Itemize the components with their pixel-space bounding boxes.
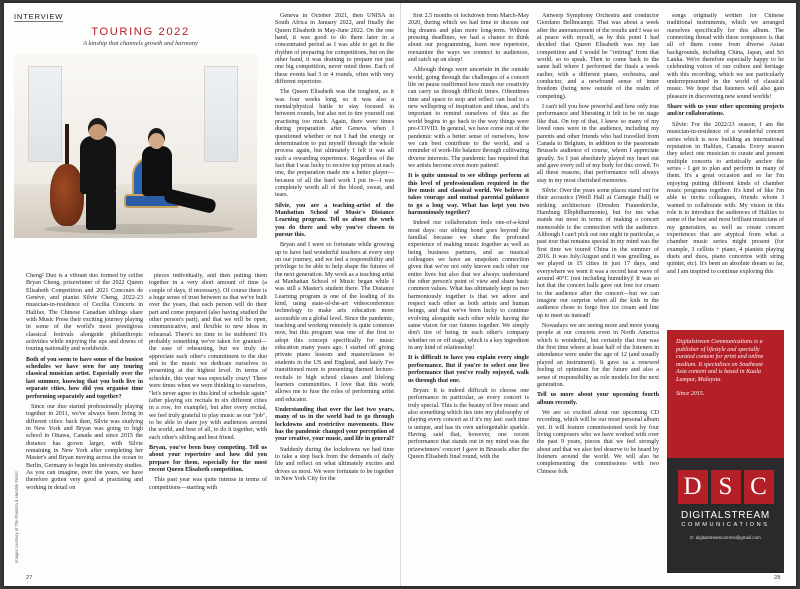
page-number-left: 27 bbox=[26, 575, 33, 581]
magazine-spread bbox=[4, 3, 796, 586]
interview-paragraph: first 2.5 months of lockdown from March-May 2020, during which we had time to discuss our big dreams and plan more long-term. Without pressing deadlines, we had a chance to think about our programming, learn new repertoire, reexamine the ways we connect to audiences, and catch up on sleep! bbox=[408, 13, 529, 64]
interview-paragraph: songs originally written for Chinese traditional instruments, which we arranged ourselves specifically for this album. The connecting thread with these composers is that all of them come from diverse Asian backgrounds, including China, Japan, and Sri Lanka. We're therefore especially happy to be celebrating voices of our culture and heritage with this recording, which we see particularly underrepresented in the world of classical music. We hope that listeners will also gain pleasure in discovering new sound worlds! bbox=[667, 13, 784, 100]
interview-question: Share with us your other upcoming projects and/or collaborations. bbox=[667, 104, 784, 118]
publisher-since: Since 2015. bbox=[676, 390, 705, 397]
interview-question: Silvie, you are a teaching-artist of the Manhattan School of Music's Distance Learning program. Tell us about the work you do there and why you've chosen to pursue this. bbox=[275, 202, 394, 238]
publisher-description: Digitalstream Communications is a publisher of lifestyle and specially curated content for print and online medium. It specialises on Southeast Asia content and is based in Kuala Lumpur, Malaysia. bbox=[676, 339, 764, 383]
dsc-logo bbox=[673, 470, 778, 504]
publisher-logo-block bbox=[667, 458, 784, 573]
cello-icon bbox=[50, 164, 84, 226]
interview-paragraph: Bryan and I were so fortunate while growing up to have had wonderful teachers at every step on our journey, and we feel a responsibility and privilege to be able to help shape the futures of the next generation. My work as a teaching artist at Manhattan School of Music began while I was still a Master's student there. The Distance Learning program is one of the leading of its kind, using state-of-the-art videoconference technology to make arts education more accessible on a global level. Since the pandemic, teaching and working remotely is quite common now, but this program was one of the first to adopt this concept specifically for music education many years ago. I started off giving private piano lessons and masterclasses to students in the US and England, and lately I've transitioned more to presenting themed lecture-recitals to high school classes and lifelong learners communities. I love that this work allows me to fuse the roles of performing artist and educator. bbox=[275, 242, 394, 403]
interview-paragraph: Antwerp Symphony Orchestra and conductor Giordano Bellincampi. That was about a week after the announcement of the results and I was so at peace with myself, as by this point I had decided that Queen Elisabeth was my last competition and I would be "retiring" from that world, so to speak. Then to come back to the same hall where I performed the finals a week earlier, with a different piano, orchestra, and conductor, and a newfound sense of inner freedom (being now outside of the realm of competing). bbox=[537, 13, 659, 100]
cellist-figure bbox=[80, 136, 116, 194]
column-6 bbox=[667, 13, 784, 325]
logo-letter-s: S bbox=[711, 470, 741, 504]
section-kicker: INTERVIEW bbox=[14, 13, 64, 21]
logo-letter-c: C bbox=[744, 470, 774, 504]
interview-paragraph: Cheng² Duo is a vibrant duo formed by cellist Bryan Cheng, prizewinner of the 2022 Queen Elisabeth Competition and 2021 Concours de Genève, and pianist Silvie Cheng, 2022-23 musician-in-residence of Cecilia Concerts in Halifax. The Chinese Canadian siblings share with Music Press their exciting journey playing in some of the world's most prestigious classical festivals alongside philanthropic activities while enjoying the ups and downs of touring nationally and worldwide. bbox=[26, 273, 143, 353]
article-title: TOURING 2022 bbox=[91, 26, 190, 39]
publisher-blurb bbox=[667, 330, 784, 458]
column-3 bbox=[275, 13, 394, 571]
interview-paragraph: Bryan: It is indeed difficult to choose one performance in particular, as every concert is truly special. This is the beauty of live music and also something which ties into my philosophy of playing every concert as if it's my last: each time is unique, and has its own unforgettable sparkle. Having said that, however, one recent performance that stands out in my mind was the prizewinners' concert I gave in Brussels after the Queen Elisabeth final round, with the bbox=[408, 387, 529, 460]
publisher-email-link[interactable]: E: digitalstreamcomms@gmail.com bbox=[690, 535, 761, 540]
article-subtitle: A kinship that channels growth and harmony bbox=[83, 39, 198, 47]
interview-paragraph: The Queen Elisabeth was the toughest, as it was four weeks long, so it was also a mental/physical battle to stay focused in between rounds, but also not to tire yourself out practising too much. Again, there were times during preparation after Geneva when I questioned whether or not I had the energy or determination to put myself through the whole process again, but ultimately I felt it was all such a rewarding experience. Regardless of the fact that I was lucky to receive top prizes at each one, the preparation made me a better player—because of all the hard work I put in—I was completely worth all of the blood, sweat, and tears. bbox=[275, 89, 394, 199]
interview-paragraph: Indeed our collaboration feels one-of-a-kind most days: our sibling bond goes beyond the familial because we share the profound experience of making music together as well as being business partners, and as musical colleagues we have an unspoken connection given that we've not only known each other our entire lives but also that we always understand the other person's point of view and share basic common values. What has ultimately kept us two harmoniously together is that we adore and respect each other as both artists and human beings, and that we've been lucky to continue evolving alongside each other while having the same vision for our futures together. We simply don't tire of being in each other's company whether on or off stage, which is a key ingredient in any kind of relationship! bbox=[408, 220, 529, 352]
interview-paragraph: Although things were uncertain in the outside world, going through the challenges of a concert life on pause reaffirmed how much our creativity can carry us through difficult times. Oftentimes time and space to stop and reflect can lead to a new wellspring of inspiration and ideas, and it's important to remind ourselves of this as the world begins to go back to the way things were pre-COVID. In general, we have come out of the pandemic with a better sense of ourselves, how we can best contribute to the world, and a reminder of work-life balance through cultivating diverse interests. The pandemic has required that we artists become even more patient! bbox=[408, 67, 529, 169]
interview-paragraph: Silvie: Over the years some places stand out for their acoustics (Weill Hall at Carnegie Hall) or striking architecture (Dresden Frauenkirche, Hamburg Elbphilharmonie), but for me what stands out most in terms of making a concert memorable is the connection with the audience. Although I can't pick out one night in particular, a past tour that remains special in my mind was the first time we toured China in the summer of 2016. It was July/August and it was gruelling, as we played in 15 cities in just 17 days, and everywhere we went it was a record heat wave of around 40°C (not including humidity)! It was so hot that the concert halls gave out free ice cream to the audience after the concert—but we can imagine our surprise when all the kids in the audience chose to forgo free ice cream and line up to meet us instead! bbox=[537, 187, 659, 319]
photo-credit: Images courtesy of The Pianista & Hendrik Frérot bbox=[14, 471, 19, 563]
logo-letter-d: D bbox=[678, 470, 708, 504]
interview-paragraph: Suddenly during the lockdowns we had time to take a step back from the demands of daily life and reflect on what ultimately excites and drives us most. We were fortunate to be together in New York City for the bbox=[275, 446, 394, 482]
interview-paragraph: We are so excited about our upcoming CD recording, which will be our most personal album yet. It will feature commissioned work by four living composers who we have worked with over the past 9 years, pieces that we feel strongly about and that we also feel deserve to be heard by listeners around the world. We will also be complementing the commissions with two Chinese folk bbox=[537, 409, 659, 475]
brand-name: DIGITALSTREAM bbox=[681, 510, 770, 521]
interview-question: It is difficult to have you explain every single performance. But if you're to select one live performance that you've really enjoyed, walk us through that one. bbox=[408, 355, 529, 384]
interview-paragraph: Silvie: For the 2022/23 season, I am the musician-in-residence of a wonderful concert series which is now building an international reputation in Halifax, Canada. Every season they select one musician to curate and present multiple concerts to artistically anchor the series - I get to plan and perform in many of them. It's a great occasion and so far I'm enjoying putting different kinds of chamber music programs together. It's kind of like I'm able to invite colleagues, friends whom I wanted to collaborate with. My vision in this role is to introduce the audiences of Halifax to some of the best and most brilliant musicians of my generation, as well as create concert experiences that are atypical from what a chamber music series might present (for example, 3 cellists + piano, 4 pianists playing duets and duos, piano concertos with string quintet, etc). It's been an absolute dream so far, and I am inspired to continue exploring this bbox=[667, 121, 784, 275]
column-2 bbox=[149, 273, 267, 571]
interview-question: It is quite unusual to see siblings perform at this level of professionalism required in the live music and classical world. We believe it takes courage and mutual parental guidance to go a long way. What has kept you two harmoniously together? bbox=[408, 173, 529, 216]
interview-paragraph: pieces individually, and then putting them together in a very short amount of time (a couple of days, if necessary). Of course there is a huge sense of trust between us that we've built over the years, that each person will do their part and come prepared (also having studied the other person's part), and that we will be open, communicative, and flexible to new ideas in rehearsal. There's no time to be stubborn! It's probably something we've taken for granted—the ease of rehearsing, but we truly do appreciate each other's commitment to the duo and to the music we dedicate ourselves to presenting at the highest level. In terms of schedule, this year was especially crazy! There were times when we were thinking to ourselves, "let's never agree to this kind of schedule again" (after playing six recitals in six different cities in a row, for example), but after every recital, we feel truly grateful to play music as our "job", to be able to share joy with audiences around the world, and best of all, to do it together, with each other's sibling and best friend. bbox=[149, 273, 267, 441]
interview-question: Tell us more about your upcoming fourth album recently. bbox=[537, 392, 659, 406]
brand-subtitle: COMMUNICATIONS bbox=[681, 522, 770, 528]
interview-paragraph: Nowadays we are seeing more and more young people at our concerts even in North America which is wonderful, but certainly that tour was the first time where at least half of the listeners in attendance were under the age of 12 (and usually played an instrument). It gave us a renewed feeling of optimism for the future and also a sense of responsibility as role models for the next generation. bbox=[537, 323, 659, 388]
column-4 bbox=[408, 13, 529, 571]
header-block bbox=[14, 13, 267, 238]
page-number-right: 28 bbox=[774, 575, 781, 581]
interview-paragraph: I can't tell you how powerful and how only true performance and liberating it felt to be on stage like that. On top of that, I knew so many of my loved ones were in the audience, including my parents and other friends who had travelled from Canada to Belgium, in addition to the passionate Brussels audience of course, whom I appreciate greatly. So I just absolutely played my heart out and gave every cell of my body for this crowd. To all these reasons, that performance will always stay in my most cherished memories. bbox=[537, 104, 659, 184]
interview-paragraph: This past year was quite intense in terms of competitions—starting with bbox=[149, 477, 267, 491]
duo-photo bbox=[14, 54, 257, 238]
page-gutter bbox=[400, 3, 401, 586]
interview-paragraph: Geneva in October 2021, then UNISA in South Africa in January 2022, and finally the Queen Elisabeth in May-June 2022. On the one hand, it was good to do them later in a concentrated period as I was able to get in the rhythm of preparing for competitions, but on the other hand, it was draining to prepare not just one big competition, never mind three. Each of these events had 3 or 4 rounds, often with very different repertoire. bbox=[275, 13, 394, 86]
interview-question: Both of you seem to have some of the busiest schedules we have seen for any touring classical musician artist. Especially over the last summer, knowing that you both live in separate cities, how did you organise time performing separately and together? bbox=[26, 356, 143, 400]
interview-question: Understanding that over the last two years, many of us in the world had to go through lockdowns and restrictive movements. How has the pandemic changed your perception of your creative, your music, and life in general? bbox=[275, 406, 394, 443]
column-1 bbox=[26, 273, 143, 571]
interview-paragraph: Since our duo started professionally playing together in 2011, we've always been living in different cities: back then, Silvie was studying in New York and Bryan was going to high school in Ottawa, Canada and since 2015 the distance has grown larger, with Silvie remaining in New York after completing her Master's and Bryan moving across the ocean to Berlin, Germany to begin his university studies. As you can imagine, over the years, we have therefore gotten very good at practising and working in detail on bbox=[26, 403, 143, 491]
interview-question: Bryan, you've been busy competing. Tell us about your repertoire and how did you prepare for them, especially for the most recent Queen Elisabeth competition. bbox=[149, 444, 267, 473]
column-5 bbox=[537, 13, 659, 571]
